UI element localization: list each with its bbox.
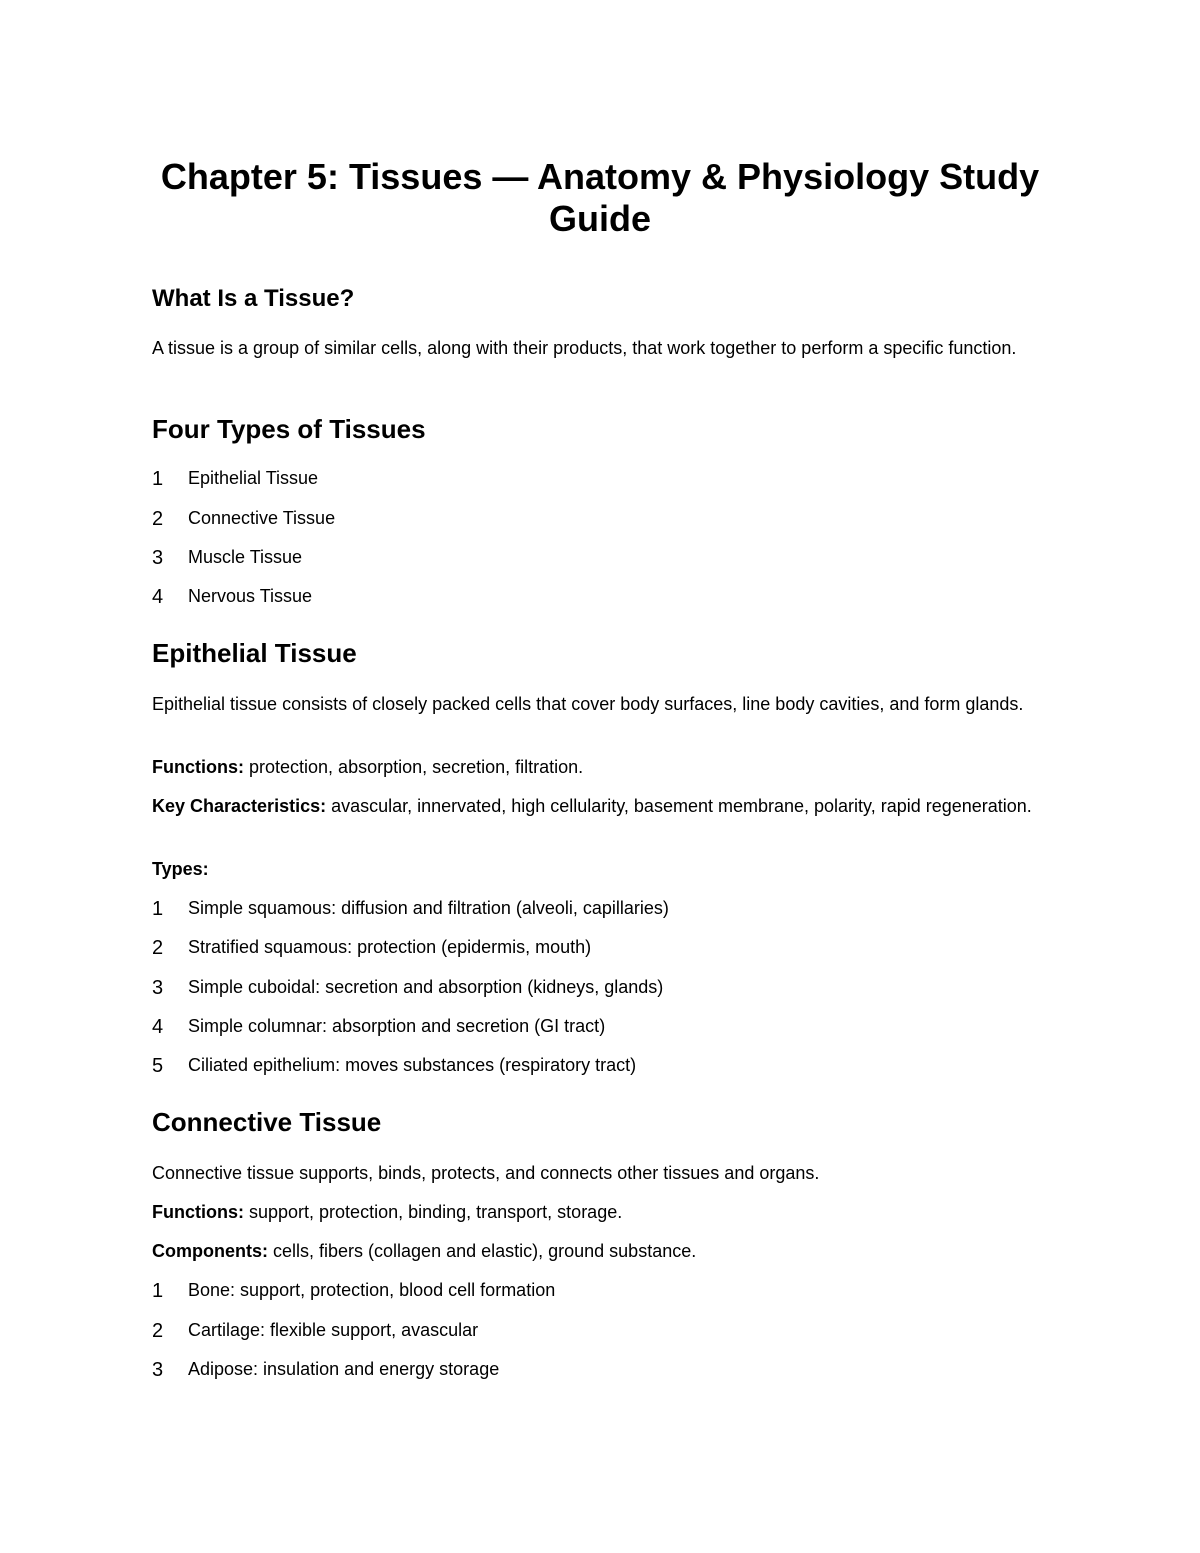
list-number: 4 xyxy=(152,586,164,608)
key-characteristics-label: Key Characteristics: xyxy=(152,796,327,816)
types-label: Types: xyxy=(152,859,209,879)
list-number: 2 xyxy=(152,508,164,530)
components-text: cells, fibers (collagen and elastic), ground substance. xyxy=(268,1241,697,1261)
connective-functions xyxy=(152,1200,1052,1224)
functions-label: Functions: xyxy=(152,757,244,777)
list-text: Connective Tissue xyxy=(188,508,336,528)
list-number: 5 xyxy=(152,1055,164,1077)
key-characteristics-text: avascular, innervated, high cellularity, basement membrane, polarity, rapid regeneration. xyxy=(326,796,1032,816)
list-text: Simple columnar: absorption and secretion (GI tract) xyxy=(188,1016,606,1036)
paragraph-what-is-tissue: A tissue is a group of similar cells, along with their products, that work together to perform a specific function. xyxy=(152,338,1017,358)
list-text: Ciliated epithelium: moves substances (respiratory tract) xyxy=(188,1055,637,1075)
list-text: Adipose: insulation and energy storage xyxy=(188,1359,500,1379)
page-title: Chapter 5: Tissues — Anatomy & Physiology Study Guide xyxy=(160,156,1040,239)
list-number: 3 xyxy=(152,1359,164,1381)
heading-connective: Connective Tissue xyxy=(152,1107,382,1137)
heading-four-types: Four Types of Tissues xyxy=(152,414,426,444)
list-number: 4 xyxy=(152,1016,164,1038)
paragraph-epithelial: Epithelial tissue consists of closely packed cells that cover body surfaces, line body cavities, and form glands. xyxy=(152,694,1024,714)
list-text: Simple squamous: diffusion and filtration (alveoli, capillaries) xyxy=(188,898,669,918)
list-text: Epithelial Tissue xyxy=(188,468,319,488)
components-label: Components: xyxy=(152,1241,268,1261)
list-text: Muscle Tissue xyxy=(188,547,303,567)
list-text: Nervous Tissue xyxy=(188,586,313,606)
list-text: Cartilage: flexible support, avascular xyxy=(188,1320,479,1340)
functions-text: protection, absorption, secretion, filtration. xyxy=(244,757,584,777)
list-text: Bone: support, protection, blood cell formation xyxy=(188,1280,556,1300)
list-number: 2 xyxy=(152,1320,164,1342)
heading-what-is-tissue: What Is a Tissue? xyxy=(152,285,355,312)
list-number: 1 xyxy=(152,898,164,920)
epithelial-key-characteristics xyxy=(152,794,1052,818)
functions-text: support, protection, binding, transport, storage. xyxy=(244,1202,623,1222)
functions-label: Functions: xyxy=(152,1202,244,1222)
list-number: 2 xyxy=(152,937,164,959)
list-text: Stratified squamous: protection (epidermis, mouth) xyxy=(188,937,592,957)
list-number: 1 xyxy=(152,468,164,490)
epithelial-types-label xyxy=(152,857,1052,881)
heading-epithelial: Epithelial Tissue xyxy=(152,638,357,668)
paragraph-connective: Connective tissue supports, binds, protects, and connects other tissues and organs. xyxy=(152,1163,820,1183)
connective-components xyxy=(152,1239,1052,1263)
list-text: Simple cuboidal: secretion and absorption (kidneys, glands) xyxy=(188,977,664,997)
list-number: 3 xyxy=(152,547,164,569)
list-number: 1 xyxy=(152,1280,164,1302)
list-number: 3 xyxy=(152,977,164,999)
epithelial-functions xyxy=(152,755,1052,779)
